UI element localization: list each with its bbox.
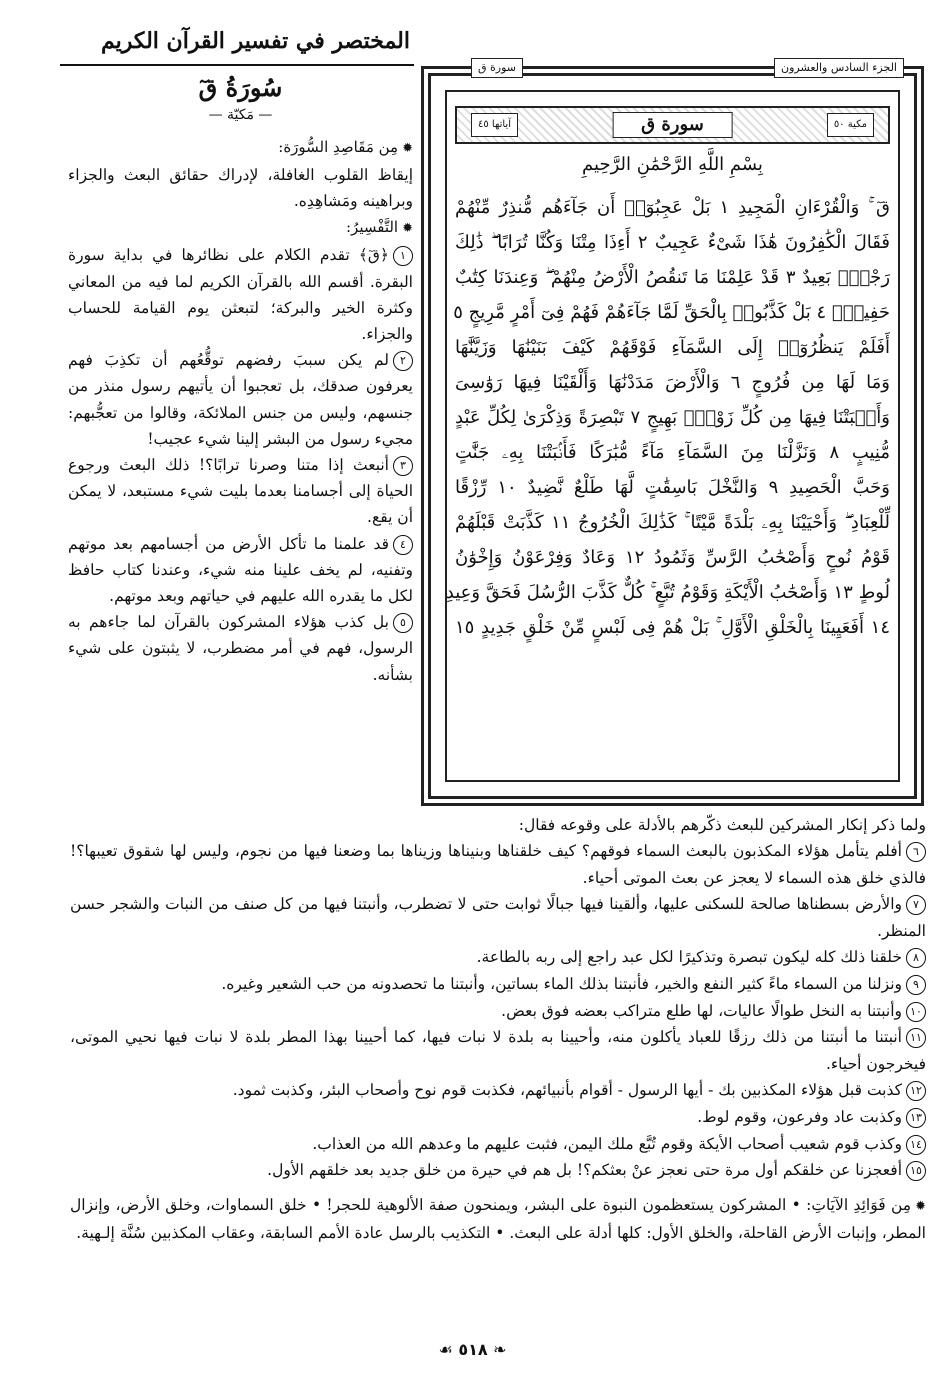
bottom-intro: ولما ذكر إنكار المشركين للبعث ذكّرهم بالأدلة على وقوعه فقال: xyxy=(518,816,926,834)
benefits-text: • المشركون يستعظمون النبوة على البشر، ويمنحون صفة الألوهية للحجر! • خلق السماوات، وخلق الأرض، وإنزال المطر، وإنبات الأرض القاحلة، والخلق الأول: كلها أدلة على البعث. • التكذيب بالرسل عادة الأمم السابقة، وعقاب المكذبين سُنَّة إلـهية. xyxy=(70,1195,926,1243)
tafsir-paragraph xyxy=(70,1157,926,1184)
side-makkiya: — مَكيّة — xyxy=(208,107,273,123)
ornament-icon: ❧ xyxy=(487,1340,507,1359)
tafsir-text: أفعجزنا عن خلقكم أول مرة حتى نعجز عنْ بعثكم؟! بل هم في حيرة من خلق جديد بعد خلقهم الأول. xyxy=(267,1161,902,1180)
ayah-line: لِّلْعِبَادِ ۖ وَأَحْيَيْنَا بِهِۦ بَلْدَةً مَّيْتًا ۚ كَذَٰلِكَ الْخُرُوجُ ١١ كَذَّبَتْ قَبْلَهُمْ xyxy=(455,512,890,533)
ornament-icon: ☙ xyxy=(438,1340,459,1359)
ayah-line: ١٤ أَفَعَيِينَا بِالْخَلْقِ الْأَوَّلِ ۚ بَلْ هُمْ فِى لَبْسٍ مِّنْ خَلْقٍ جَدِيدٍ ١٥ xyxy=(455,617,890,638)
tafsir-text: وكذبت عاد وفرعون، وقوم لوط. xyxy=(697,1107,902,1126)
tafsir-paragraph xyxy=(70,891,926,944)
bottom-tafsir xyxy=(70,812,926,1247)
ayah-line: حَفِيظٌۢ ٤ بَلْ كَذَّبُوا۟ بِالْحَقِّ لَمَّا جَآءَهُمْ فَهُمْ فِىٓ أَمْرٍ مَّرِيجٍ ٥ xyxy=(453,302,890,323)
tafsir-heading xyxy=(68,214,413,242)
tafsir-text: ونزلنا من السماء ماءً كثير النفع والخير، فأنبتنا بذلك الماء بساتين، وأنبتنا ما تحصدونه من حب الشعير وغيره. xyxy=(221,974,902,993)
tafsir-text: وأنبتنا به النخل طوالًا عاليات، لها طلع متراكب بعضه فوق بعض. xyxy=(501,1001,902,1020)
tafsir-heading-text: التَّفْسِيرُ: xyxy=(346,218,399,237)
ayah-number-badge: ٥ xyxy=(393,613,413,633)
flower-icon: ✹ xyxy=(402,221,413,237)
tafsir-text: أنبتنا ما أنبتنا من ذلك رزقًا للعباد يأكلون منه، وأحيينا به بلدة لا نبات فيها، كما أحيينا بهذا المطر بلدة لا نبات فيها نحيي الموتى، فيخرجون أحياء. xyxy=(70,1028,926,1073)
page-number-text: ٥١٨ xyxy=(458,1340,488,1359)
tafsir-text: أفلم يتأمل هؤلاء المكذبون بالبعث السماء فوقهم؟ كيف خلقناها وبنيناها وزيناها بما وضعنا فيها من نجوم، وليس لها شقوق تعيبها؟! فالذي خلق هذه السماء لا يعجز عن بعث الموتى أحياء. xyxy=(70,842,926,887)
tafsir-text: والأرض بسطناها صالحة للسكنى عليها، وألقينا فيها جبالًا ثوابت حتى لا تضطرب، وأنبتنا فيها من كل صنف من النبات والشجر حسن المنظر. xyxy=(70,895,926,940)
tafsir-paragraph xyxy=(68,609,413,688)
ayah-line: أَفَلَمْ يَنظُرُوٓا۟ إِلَى السَّمَآءِ فَوْقَهُمْ كَيْفَ بَنَيْنَٰهَا وَزَيَّنَّٰهَا xyxy=(455,337,890,358)
mushaf-inner xyxy=(445,90,900,782)
side-surah-title: سُورَةُ قٓ xyxy=(198,73,283,102)
tafsir-paragraph xyxy=(70,1077,926,1104)
juz-label: الجزء السادس والعشرون xyxy=(774,58,904,78)
ayah-number-badge: ٤ xyxy=(393,535,413,555)
ayah-line: قٓ ۚ وَالْقُرْءَانِ الْمَجِيدِ ١ بَلْ عَجِبُوٓا۟ أَن جَآءَهُم مُّنذِرٌ مِّنْهُمْ xyxy=(455,197,891,218)
ayah-number-badge: ١٢ xyxy=(906,1081,926,1101)
flower-icon: ✹ xyxy=(915,1198,926,1214)
tafsir-paragraph xyxy=(68,347,413,452)
ayah-line: فَقَالَ الْكَٰفِرُونَ هَٰذَا شَىْءٌ عَجِيبٌ ٢ أَءِذَا مِتْنَا وَكُنَّا تُرَابًا ۖ ذَٰلِكَ xyxy=(455,232,890,253)
ayah-number-badge: ٦ xyxy=(906,842,926,862)
ayah-line: قَوْمُ نُوحٍ وَأَصْحَٰبُ الرَّسِّ وَثَمُودُ ١٢ وَعَادٌ وَفِرْعَوْنُ وَإِخْوَٰنُ xyxy=(455,547,891,568)
banner-right-info: مكية ٥٠ xyxy=(827,113,874,137)
tafsir-paragraph xyxy=(68,531,413,610)
ayah-line: لُوطٍ ١٣ وَأَصْحَٰبُ الْأَيْكَةِ وَقَوْمُ تُبَّعٍ ۚ كُلٌّ كَذَّبَ الرُّسُلَ فَحَقَّ وَعِيدِ xyxy=(445,582,890,603)
basmala: بِسْمِ اللَّهِ الرَّحْمَٰنِ الرَّحِيمِ xyxy=(582,154,763,175)
aims-text: إيقاظ القلوب الغافلة، لإدراك حقائق البعث والجزاء وبراهينه ومَشاهِدِه. xyxy=(68,166,413,211)
page-header xyxy=(60,24,414,66)
tafsir-paragraph xyxy=(70,1131,926,1158)
aims-heading-text: مِن مَقَاصِدِ السُّورَة: xyxy=(278,138,399,156)
benefits-section xyxy=(70,1192,926,1247)
tafsir-text: ﴿قٓ﴾ تقدم الكلام على نظائرها في بداية سورة البقرة. أقسم الله بالقرآن الكريم لما فيه من المعاني وكثرة الخير والبركة؛ لتبعثن يوم القيامة للحساب والجزاء. xyxy=(68,246,413,344)
book-title: المختصر في تفسير القرآن الكريم xyxy=(101,28,410,54)
mushaf-frame xyxy=(421,61,924,806)
ayah-number-badge: ٩ xyxy=(906,975,926,995)
tafsir-text: أنبعث إذا متنا وصرنا ترابًا؟! ذلك البعث ورجوع الحياة إلى أجسامنا بعدما بليت شيء مستبعد، لا يمكن أن يقع. xyxy=(68,456,413,527)
ayah-number-badge: ٨ xyxy=(906,948,926,968)
ayah-lines xyxy=(445,190,891,645)
ayah-line: رَجْعٌۢ بَعِيدٌ ٣ قَدْ عَلِمْنَا مَا تَنقُصُ الْأَرْضُ مِنْهُمْ ۖ وَعِندَنَا كِتَٰبٌ xyxy=(455,267,891,288)
tafsir-paragraph xyxy=(70,998,926,1025)
tafsir-paragraph xyxy=(70,1104,926,1131)
ayah-number-badge: ٢ xyxy=(393,351,413,371)
benefits-heading: مِن فَوَائِدِ الآيَاتِ: xyxy=(806,1195,912,1214)
tafsir-paragraph xyxy=(70,1024,926,1077)
ayah-number-badge: ١٣ xyxy=(906,1108,926,1128)
ayah-line: مُّنِيبٍ ٨ وَنَزَّلْنَا مِنَ السَّمَآءِ مَآءً مُّبَٰرَكًا فَأَنۢبَتْنَا بِهِۦ جَنَّٰتٍ xyxy=(455,442,890,463)
tafsir-column xyxy=(68,72,413,688)
tafsir-text: قد علمنا ما تأكل الأرض من أجسامهم بعد موتهم وتفنيه، لم يخف علينا منه شيء، وعندنا كتاب حافظ لكل ما يقدره الله عليهم في حياتهم وبعد موتهم. xyxy=(68,534,413,606)
aims-heading xyxy=(68,134,413,162)
ayah-number-badge: ١١ xyxy=(906,1028,926,1048)
ayah-number-badge: ١٥ xyxy=(906,1161,926,1181)
ayah-number-badge: ٧ xyxy=(906,895,926,915)
ayah-number-badge: ١ xyxy=(393,246,413,266)
tafsir-paragraph xyxy=(70,838,926,891)
tafsir-text: كذبت قبل هؤلاء المكذبين بك - أيها الرسول - أقوام بأنبيائهم، فكذبت قوم نوح وأصحاب البئر، وكذبت ثمود. xyxy=(232,1081,902,1100)
tafsir-paragraph xyxy=(68,242,413,347)
tafsir-text: بل كذب هؤلاء المشركون بالقرآن لما جاءهم به الرسول، فهم في أمر مضطرب، لا يثبتون على شيء بشأنه. xyxy=(68,613,413,684)
surah-label: سورة ق xyxy=(471,58,523,78)
ayah-line: وَحَبَّ الْحَصِيدِ ٩ وَالنَّخْلَ بَاسِقَٰتٍ لَّهَا طَلْعٌ نَّضِيدٌ ١٠ رِّزْقًا xyxy=(455,477,891,498)
banner-left-info: آياتها ٤٥ xyxy=(471,113,518,137)
page-number xyxy=(0,1340,945,1359)
tafsir-text: وكذب قوم شعيب أصحاب الأيكة وقوم تُبَّع ملك اليمن، فثبت عليهم ما وعدهم الله من العذاب. xyxy=(312,1134,902,1153)
ayah-line: وَمَا لَهَا مِن فُرُوجٍ ٦ وَالْأَرْضَ مَدَدْنَٰهَا وَأَلْقَيْنَا فِيهَا رَوَٰسِىَ xyxy=(455,372,890,393)
tafsir-text: لم يكن سببَ رفضهم توقُّعُهم أن تكذِبَ فهم يعرفون صدقك، بل تعجبوا أن يأتيهم رسول منذر من جنسهم، وليس من جنس الملائكة، وقالوا من تعجُّبهم: مجيء رسول من البشر إلينا شيء عجيب! xyxy=(68,351,413,448)
ayah-number-badge: ١٤ xyxy=(906,1135,926,1155)
banner-surah-name: سورة ق xyxy=(612,112,733,138)
tafsir-paragraph xyxy=(70,944,926,971)
tafsir-text: خلقنا ذلك كله ليكون تبصرة وتذكيرًا لكل عبد راجع إلى ربه بالطاعة. xyxy=(476,948,902,967)
flower-icon: ✹ xyxy=(402,141,413,156)
tafsir-paragraph xyxy=(70,971,926,998)
tafsir-paragraph xyxy=(68,452,413,531)
ayah-number-badge: ٣ xyxy=(393,456,413,476)
ayah-line: وَأَنۢبَتْنَا فِيهَا مِن كُلِّ زَوْجٍۭ بَهِيجٍ ٧ تَبْصِرَةً وَذِكْرَىٰ لِكُلِّ عَبْدٍ xyxy=(455,407,890,428)
ayah-number-badge: ١٠ xyxy=(906,1002,926,1022)
surah-banner xyxy=(455,106,890,144)
